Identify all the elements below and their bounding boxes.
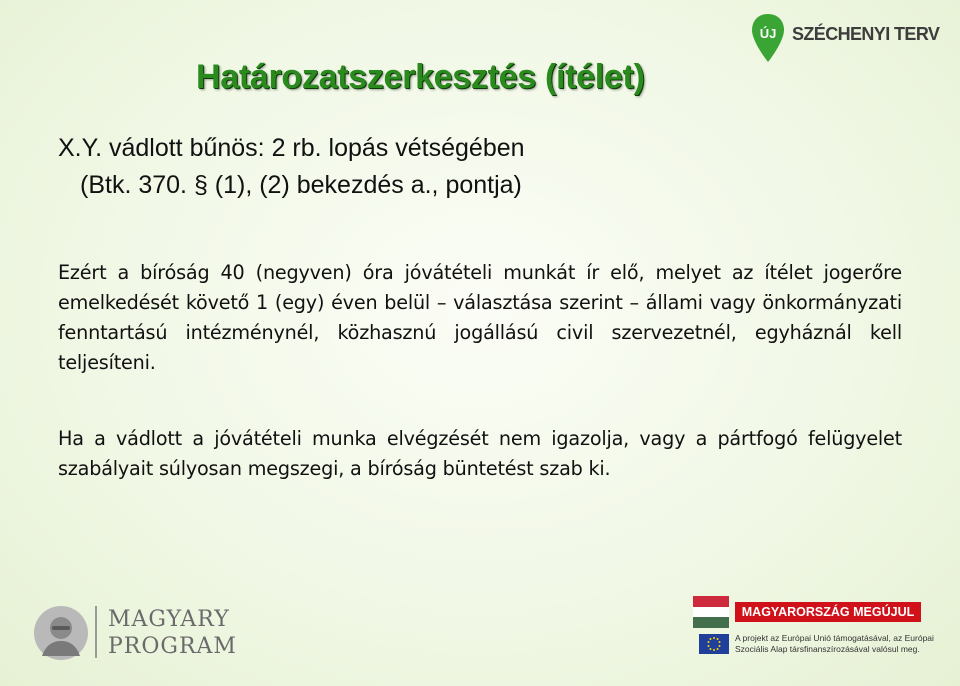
- magyary-divider: [95, 606, 97, 658]
- eu-note-line1: A projekt az Európai Unió támogatásával, az Európai: [735, 633, 934, 643]
- magyary-wordmark: [108, 606, 237, 660]
- magyary-line2: PROGRAM: [108, 634, 237, 659]
- slide-title: Határozatszerkesztés (ítélet): [196, 58, 645, 96]
- sentence-paragraph: Ezért a bíróság 40 (negyven) óra jóvátételi munkát ír elő, melyet az ítélet jogerőre emelkedését követő 1 (egy) éven belül – választása szerint – állami vagy önkormányzati fenntartású intézménynél, közhasznú jogállású civil szervezetnél, egyháznál kell teljesíteni.: [58, 261, 902, 374]
- case-verdict-line: X.Y. vádlott bűnös: 2 rb. lopás vétségében: [58, 134, 525, 162]
- consequence-paragraph: Ha a vádlott a jóvátételi munka elvégzését nem igazolja, vagy a pártfogó felügyelet szabályait súlyosan megszegi, a bíróság büntetést szab ki.: [58, 427, 902, 480]
- case-summary: [58, 130, 525, 204]
- magyary-line1: MAGYARY: [108, 607, 230, 632]
- szechenyi-badge-text: ÚJ: [759, 26, 777, 41]
- mm-banner: MAGYARORSZÁG MEGÚJUL: [735, 602, 921, 622]
- szechenyi-terv-logo: [750, 12, 940, 68]
- case-statute-line: (Btk. 370. § (1), (2) bekezdés a., pontja): [80, 171, 522, 199]
- magyarorszag-megujul-logo: [693, 596, 934, 658]
- eu-funding-note: [735, 633, 934, 655]
- portrait-icon: [32, 604, 90, 662]
- hungarian-flag-icon: [693, 596, 729, 628]
- magyary-program-logo: [32, 600, 262, 668]
- eu-note-line2: Szociális Alap társfinanszírozásával valósul meg.: [735, 644, 920, 654]
- eu-flag-icon: [699, 634, 729, 654]
- szechenyi-name: SZÉCHENYI TERV: [792, 24, 940, 44]
